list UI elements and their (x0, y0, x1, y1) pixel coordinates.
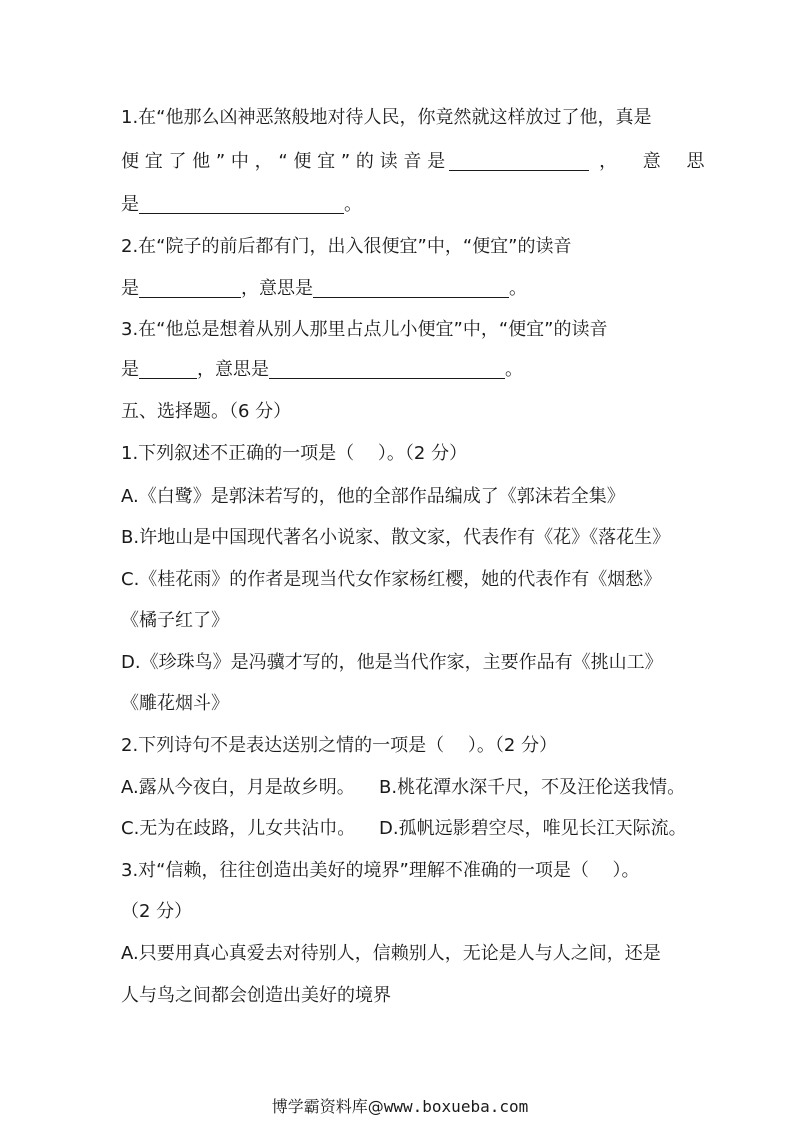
q5-3-score: （2 分） (121, 901, 193, 922)
answer-blank[interactable] (139, 358, 197, 379)
q4-2-line2-start: 是 (121, 278, 139, 299)
watermark-site-name: 博学霸资料库@ (271, 1097, 384, 1116)
q4-1-line3 (121, 192, 362, 218)
watermark-url[interactable]: www.boxueba.com (383, 1097, 529, 1116)
q5-2-option-c: C.无为在歧路，儿女共沾巾。 (121, 818, 356, 839)
q4-2-line2-mid: ，意思是 (241, 278, 313, 299)
q4-3-line2-start: 是 (121, 359, 139, 380)
q4-3-line2 (121, 357, 523, 383)
q5-3-option-a: A.只要用真心真爱去对待别人，信赖别人，无论是人与人之间，还是 (121, 943, 661, 964)
q5-1-option-b: B.许地山是中国现代著名小说家、散文家，代表作有《花》《落花生》 (121, 527, 671, 548)
q4-2-line2-end: 。 (509, 278, 527, 299)
answer-blank[interactable] (449, 150, 589, 171)
q4-1-line3-end: 。 (344, 194, 362, 215)
q4-3-line2-mid: ，意思是 (197, 359, 269, 380)
q4-2-line1: 2.在“院子的前后都有门，出入很便宜”中，“便宜”的读音 (121, 236, 572, 257)
q5-1-option-a: A.《白鹭》是郭沫若写的，他的全部作品编成了《郭沫若全集》 (121, 486, 625, 507)
footer-watermark (0, 1096, 800, 1118)
answer-blank[interactable] (313, 277, 509, 298)
q5-2-options-cd (121, 816, 687, 842)
q5-3-stem: 3.对“信赖，往往创造出美好的境界”理解不准确的一项是（ ）。 (121, 860, 640, 881)
q5-1-option-d-cont: 《雕花烟斗》 (121, 693, 229, 714)
q5-2-option-d: D.孤帆远影碧空尽，唯见长江天际流。 (379, 818, 687, 839)
q4-1-line3-start: 是 (121, 194, 139, 215)
q4-1-line2 (121, 149, 715, 175)
answer-blank[interactable] (269, 358, 505, 379)
q4-2-line2 (121, 276, 527, 302)
q5-2-option-b: B.桃花潭水深千尺，不及汪伦送我情。 (379, 777, 686, 798)
q5-1-option-c-cont: 《橘子红了》 (121, 610, 229, 631)
answer-blank[interactable] (139, 193, 344, 214)
q4-1-line2-text: 便 宜 了 他 ” 中 ， “ 便 宜 ” 的 读 音 是 (121, 151, 446, 172)
q4-1-line2-end: ， 意 思 (599, 151, 715, 172)
q5-2-option-a: A.露从今夜白，月是故乡明。 (121, 777, 355, 798)
q5-2-options-ab (121, 775, 685, 801)
q5-1-option-d: D.《珍珠鸟》是冯骥才写的，他是当代作家，主要作品有《挑山工》 (121, 652, 663, 673)
q4-1-line1: 1.在“他那么凶神恶煞般地对待人民，你竟然就这样放过了他，真是 (121, 107, 652, 128)
q5-1-stem: 1.下列叙述不正确的一项是（ ）。（2 分） (121, 443, 468, 464)
q5-2-stem: 2.下列诗句不是表达送别之情的一项是（ ）。（2 分） (121, 735, 558, 756)
q4-3-line2-end: 。 (505, 359, 523, 380)
q5-1-option-c: C.《桂花雨》的作者是现当代女作家杨红樱，她的代表作有《烟愁》 (121, 569, 662, 590)
q5-3-option-a-cont: 人与鸟之间都会创造出美好的境界 (121, 985, 391, 1006)
q4-3-line1: 3.在“他总是想着从别人那里占点儿小便宜”中，“便宜”的读音 (121, 319, 608, 340)
answer-blank[interactable] (139, 277, 241, 298)
section-5-heading: 五、选择题。（6 分） (121, 401, 292, 422)
